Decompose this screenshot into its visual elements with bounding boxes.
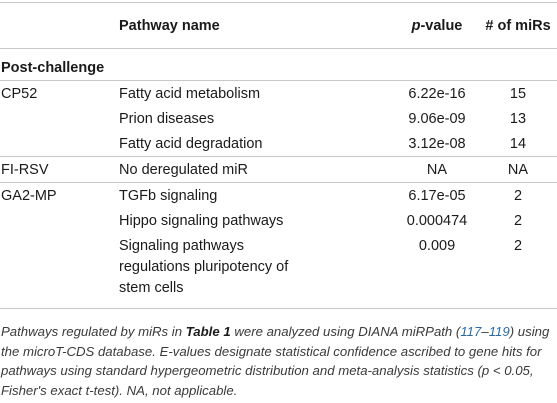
section-post-challenge: Post-challenge	[1, 60, 105, 76]
row-pvalue: 9.06e-09	[408, 111, 466, 127]
row-pathway-line: regulations pluripotency of	[119, 259, 289, 275]
caption-citation-link[interactable]: 119	[488, 324, 510, 339]
row-pathway-line: stem cells	[119, 280, 184, 296]
row-rule	[0, 182, 557, 183]
table-top-rule	[0, 2, 557, 3]
header-pathway-name: Pathway name	[119, 18, 220, 34]
header-rule	[0, 48, 557, 49]
caption-text: –	[481, 324, 489, 339]
table-bottom-rule	[0, 308, 557, 309]
row-pathway: TGFb signaling	[119, 188, 218, 204]
row-rule	[0, 156, 557, 157]
row-pathway: No deregulated miR	[119, 162, 248, 178]
row-pathway: Fatty acid degradation	[119, 136, 263, 152]
row-mirs: 13	[509, 111, 527, 127]
row-mirs: 2	[513, 188, 523, 204]
table-caption	[1, 322, 553, 400]
row-pvalue: 3.12e-08	[408, 136, 466, 152]
row-pathway: Fatty acid metabolism	[119, 86, 261, 102]
caption-text: ) using the microT-CDS database. E-values designate statistical confidence ascribed to gene hits for pathways using standard hypergeometric distribution and meta-analysis statistics (p < 0.05, Fisher's exact t-test). NA, not applicable.	[1, 324, 550, 398]
row-group: GA2-MP	[1, 188, 57, 204]
caption-table-ref[interactable]: Table 1	[185, 324, 231, 339]
section-rule	[0, 80, 557, 81]
caption-citation-link[interactable]: 117	[460, 324, 482, 339]
header-p-suffix: -value	[420, 18, 463, 34]
row-pvalue: 0.009	[418, 238, 456, 254]
row-mirs: NA	[507, 162, 529, 178]
caption-text: Pathways regulated by miRs in	[1, 324, 186, 339]
header-p-letter: p	[411, 18, 421, 34]
row-mirs: 15	[509, 86, 527, 102]
caption-text: were analyzed using DIANA miRPath (	[230, 324, 461, 339]
row-mirs: 2	[513, 213, 523, 229]
row-pvalue: 0.000474	[406, 213, 468, 229]
row-mirs: 2	[513, 238, 523, 254]
header-p-value	[412, 16, 463, 36]
row-pathway: Prion diseases	[119, 111, 215, 127]
row-pvalue: 6.17e-05	[408, 188, 466, 204]
row-pvalue: 6.22e-16	[408, 86, 466, 102]
header-num-mirs: # of miRs	[485, 18, 551, 34]
row-mirs: 14	[509, 136, 527, 152]
row-pathway-line: Signaling pathways	[119, 238, 244, 254]
row-pathway: Hippo signaling pathways	[119, 213, 284, 229]
row-pvalue: NA	[426, 162, 448, 178]
row-group: CP52	[1, 86, 38, 102]
row-group: FI-RSV	[1, 162, 49, 178]
